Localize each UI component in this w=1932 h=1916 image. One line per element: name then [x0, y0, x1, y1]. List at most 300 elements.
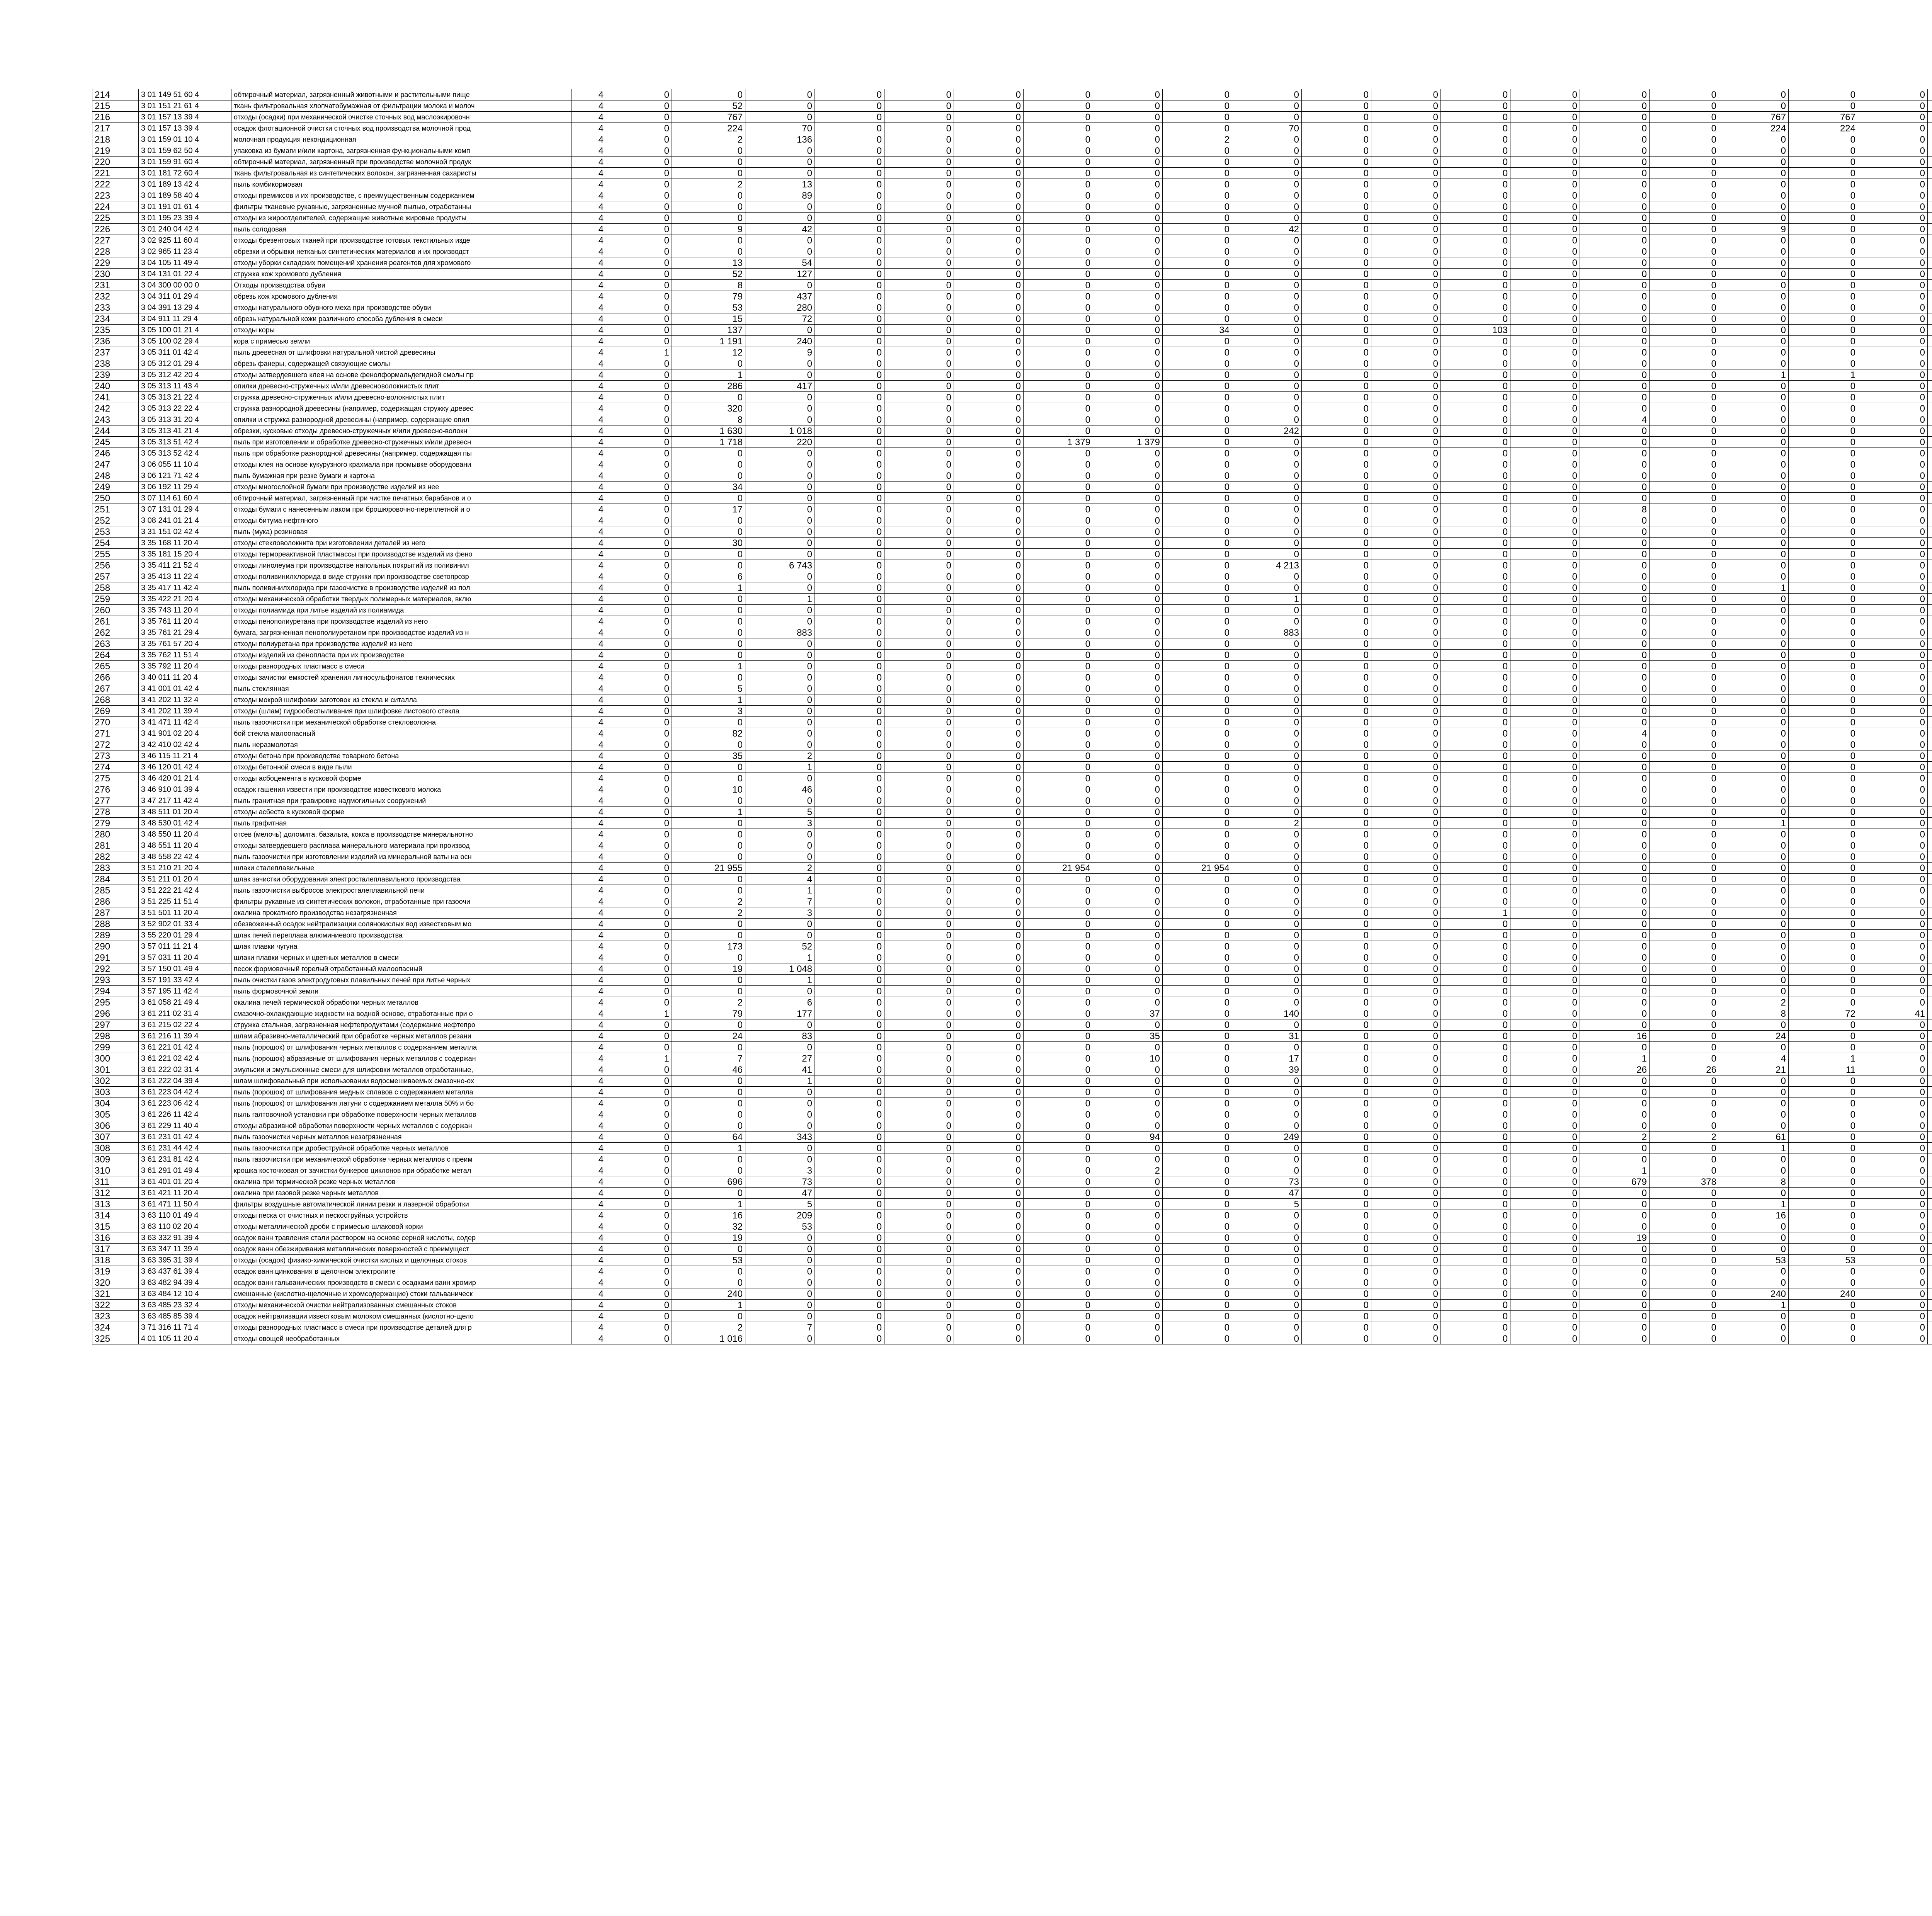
value-cell	[1928, 863, 1932, 874]
value-cell: 0	[1441, 750, 1510, 762]
value-cell: 0	[1441, 683, 1510, 694]
value-cell: 0	[954, 437, 1024, 448]
value-cell: 0	[954, 425, 1024, 437]
value-cell: 0	[1789, 504, 1858, 515]
value-cell: 0	[1093, 1176, 1163, 1188]
value-cell: 0	[1650, 1221, 1719, 1232]
value-cell: 0	[954, 919, 1024, 930]
value-cell: 0	[884, 414, 954, 425]
value-cell	[1928, 795, 1932, 807]
value-cell: 0	[884, 694, 954, 706]
value-cell: 0	[1650, 1053, 1719, 1064]
value-cell: 0	[954, 470, 1024, 482]
value-cell: 0	[1232, 605, 1302, 616]
value-cell: 0	[1580, 1098, 1650, 1109]
value-cell: 0	[1024, 134, 1093, 145]
waste-code-cell: 3 01 181 72 60 4	[139, 168, 231, 179]
table-row	[92, 437, 1932, 448]
value-cell: 1	[745, 762, 815, 773]
value-cell: 2	[672, 997, 745, 1008]
waste-name-cell: пыль газоочистки при изготовлении изделий из минеральной ваты на осн	[231, 851, 571, 863]
waste-name-cell: отходы полиуретана при производстве изделий из него	[231, 638, 571, 650]
value-cell: 4	[571, 986, 606, 997]
waste-name-cell: осадок ванн гальванических производств в смеси с осадками ванн хромир	[231, 1277, 571, 1288]
value-cell: 4	[571, 1188, 606, 1199]
value-cell: 0	[1371, 358, 1441, 369]
value-cell: 0	[745, 694, 815, 706]
value-cell: 0	[1163, 616, 1232, 627]
value-cell: 0	[1789, 482, 1858, 493]
waste-name-cell: отходы механической обработки твердых полимерных материалов, вклю	[231, 594, 571, 605]
table-row	[92, 560, 1932, 571]
value-cell: 0	[815, 594, 884, 605]
value-cell: 240	[672, 1288, 745, 1300]
value-cell: 0	[1858, 504, 1928, 515]
value-cell: 0	[1650, 627, 1719, 638]
value-cell: 0	[606, 638, 672, 650]
value-cell: 0	[606, 975, 672, 986]
value-cell: 0	[1441, 1008, 1510, 1019]
value-cell: 0	[1510, 1210, 1580, 1221]
value-cell: 0	[1232, 661, 1302, 672]
value-cell: 0	[815, 1132, 884, 1143]
waste-name-cell: пыль графитная	[231, 818, 571, 829]
value-cell: 0	[1441, 1087, 1510, 1098]
value-cell: 0	[1302, 650, 1371, 661]
value-cell: 0	[1719, 1221, 1789, 1232]
value-cell: 0	[1371, 829, 1441, 840]
table-row	[92, 190, 1932, 201]
value-cell: 0	[1580, 123, 1650, 134]
waste-code-cell: 3 61 221 02 42 4	[139, 1053, 231, 1064]
waste-code-cell: 3 04 911 11 29 4	[139, 313, 231, 325]
value-cell: 0	[1510, 1132, 1580, 1143]
value-cell: 0	[1163, 986, 1232, 997]
value-cell: 0	[606, 728, 672, 739]
value-cell: 0	[1302, 257, 1371, 269]
value-cell: 53	[672, 1255, 745, 1266]
value-cell: 0	[884, 795, 954, 807]
table-row	[92, 582, 1932, 594]
value-cell: 0	[1093, 717, 1163, 728]
value-cell: 0	[1093, 470, 1163, 482]
value-cell: 0	[815, 381, 884, 392]
value-cell: 0	[1789, 594, 1858, 605]
value-cell: 0	[672, 190, 745, 201]
waste-code-cell: 3 40 011 11 20 4	[139, 672, 231, 683]
value-cell: 0	[745, 504, 815, 515]
value-cell: 0	[884, 1143, 954, 1154]
table-row	[92, 1053, 1932, 1064]
value-cell: 0	[954, 694, 1024, 706]
value-cell: 0	[815, 369, 884, 381]
value-cell: 0	[1650, 403, 1719, 414]
value-cell: 0	[606, 257, 672, 269]
value-cell: 17	[1232, 1053, 1302, 1064]
value-cell: 0	[1858, 1019, 1928, 1031]
value-cell: 0	[1580, 1120, 1650, 1132]
value-cell: 0	[1163, 381, 1232, 392]
value-cell: 0	[1650, 616, 1719, 627]
value-cell: 0	[1302, 930, 1371, 941]
value-cell: 0	[1650, 269, 1719, 280]
value-cell: 696	[672, 1176, 745, 1188]
value-cell: 0	[1371, 459, 1441, 470]
waste-code-cell: 3 02 965 11 23 4	[139, 246, 231, 257]
value-cell: 0	[884, 403, 954, 414]
value-cell: 0	[1371, 1087, 1441, 1098]
value-cell: 0	[954, 874, 1024, 885]
value-cell: 0	[815, 919, 884, 930]
value-cell: 0	[1858, 257, 1928, 269]
value-cell: 0	[1580, 795, 1650, 807]
waste-code-cell: 3 63 110 02 20 4	[139, 1221, 231, 1232]
value-cell: 0	[884, 257, 954, 269]
row-number-cell: 262	[92, 627, 139, 638]
value-cell: 0	[606, 1221, 672, 1232]
value-cell: 0	[1232, 257, 1302, 269]
value-cell: 0	[1093, 313, 1163, 325]
waste-code-cell: 3 57 191 33 42 4	[139, 975, 231, 986]
value-cell: 0	[1858, 538, 1928, 549]
value-cell: 0	[1302, 313, 1371, 325]
waste-code-cell: 3 61 471 11 50 4	[139, 1199, 231, 1210]
row-number-cell: 281	[92, 840, 139, 851]
value-cell: 0	[1163, 1300, 1232, 1311]
table-row	[92, 89, 1932, 100]
value-cell: 0	[1302, 538, 1371, 549]
value-cell: 0	[954, 89, 1024, 100]
value-cell: 0	[1650, 829, 1719, 840]
value-cell: 0	[1024, 919, 1093, 930]
value-cell: 0	[1232, 112, 1302, 123]
value-cell: 136	[745, 134, 815, 145]
value-cell: 0	[954, 112, 1024, 123]
value-cell: 0	[1719, 1232, 1789, 1244]
row-number-cell: 218	[92, 134, 139, 145]
value-cell: 0	[954, 448, 1024, 459]
value-cell: 0	[1163, 829, 1232, 840]
value-cell: 0	[954, 269, 1024, 280]
value-cell: 0	[672, 470, 745, 482]
value-cell: 0	[1371, 874, 1441, 885]
value-cell: 4	[1580, 728, 1650, 739]
value-cell: 0	[1650, 526, 1719, 538]
value-cell: 0	[1580, 425, 1650, 437]
value-cell: 0	[954, 594, 1024, 605]
waste-name-cell: пыль при обработке разнородной древесины (например, содержащая пы	[231, 448, 571, 459]
value-cell: 0	[1858, 1165, 1928, 1176]
value-cell: 0	[672, 930, 745, 941]
value-cell: 0	[1441, 1266, 1510, 1277]
waste-code-cell: 3 01 191 01 61 4	[139, 201, 231, 213]
value-cell: 1	[745, 885, 815, 896]
value-cell: 0	[1441, 739, 1510, 750]
waste-name-cell: обрезь натуральной кожи различного способа дубления в смеси	[231, 313, 571, 325]
value-cell	[1928, 1019, 1932, 1031]
waste-name-cell: пыль газоочистки черных металлов незагрязненная	[231, 1132, 571, 1143]
value-cell: 0	[1510, 482, 1580, 493]
value-cell: 4	[571, 269, 606, 280]
value-cell: 0	[1580, 739, 1650, 750]
value-cell	[1928, 201, 1932, 213]
value-cell: 0	[1232, 470, 1302, 482]
value-cell: 0	[1858, 526, 1928, 538]
value-cell: 0	[1163, 448, 1232, 459]
value-cell: 0	[1093, 538, 1163, 549]
value-cell: 0	[884, 728, 954, 739]
value-cell: 0	[1789, 963, 1858, 975]
value-cell: 0	[1302, 448, 1371, 459]
value-cell: 0	[606, 582, 672, 594]
value-cell	[1928, 874, 1932, 885]
value-cell	[1928, 157, 1932, 168]
waste-name-cell: бой стекла малоопасный	[231, 728, 571, 739]
waste-name-cell: пыль стеклянная	[231, 683, 571, 694]
table-row	[92, 1188, 1932, 1199]
value-cell: 0	[1371, 1120, 1441, 1132]
value-cell: 0	[1858, 1120, 1928, 1132]
value-cell: 0	[1510, 795, 1580, 807]
waste-name-cell: отходы асбоцемента в кусковой форме	[231, 773, 571, 784]
value-cell: 0	[815, 885, 884, 896]
value-cell: 0	[1024, 157, 1093, 168]
value-cell: 0	[672, 213, 745, 224]
value-cell: 0	[1858, 919, 1928, 930]
row-number-cell: 259	[92, 594, 139, 605]
value-cell: 0	[1858, 157, 1928, 168]
value-cell: 0	[745, 448, 815, 459]
value-cell: 0	[1163, 717, 1232, 728]
value-cell: 2	[1650, 1132, 1719, 1143]
waste-code-cell: 3 46 910 01 39 4	[139, 784, 231, 795]
value-cell: 0	[884, 504, 954, 515]
value-cell: 0	[1858, 235, 1928, 246]
value-cell: 4	[571, 201, 606, 213]
value-cell: 0	[1302, 750, 1371, 762]
value-cell: 0	[1302, 986, 1371, 997]
value-cell: 0	[1858, 818, 1928, 829]
value-cell: 0	[1650, 538, 1719, 549]
value-cell: 0	[1650, 638, 1719, 650]
value-cell: 0	[1163, 627, 1232, 638]
waste-code-cell: 3 57 150 01 49 4	[139, 963, 231, 975]
value-cell: 0	[1858, 986, 1928, 997]
value-cell: 0	[1580, 1143, 1650, 1154]
value-cell: 0	[1580, 134, 1650, 145]
value-cell: 0	[1024, 1132, 1093, 1143]
value-cell: 0	[954, 1333, 1024, 1344]
value-cell: 6	[745, 997, 815, 1008]
value-cell: 0	[884, 1188, 954, 1199]
value-cell: 0	[1580, 1019, 1650, 1031]
value-cell: 0	[606, 829, 672, 840]
value-cell: 0	[954, 134, 1024, 145]
value-cell	[1928, 470, 1932, 482]
value-cell: 0	[815, 1109, 884, 1120]
value-cell: 0	[1580, 1333, 1650, 1344]
value-cell: 0	[815, 1008, 884, 1019]
value-cell: 0	[1024, 975, 1093, 986]
value-cell: 0	[954, 1266, 1024, 1277]
waste-name-cell: обтирочный материал, загрязненный при производстве молочной продук	[231, 157, 571, 168]
value-cell: 0	[1719, 694, 1789, 706]
value-cell	[1928, 347, 1932, 358]
table-row	[92, 392, 1932, 403]
value-cell: 0	[1580, 941, 1650, 952]
value-cell: 0	[1232, 1277, 1302, 1288]
value-cell: 0	[1650, 896, 1719, 907]
value-cell: 0	[1232, 975, 1302, 986]
value-cell: 0	[1650, 773, 1719, 784]
value-cell	[1928, 1109, 1932, 1120]
value-cell: 0	[1719, 89, 1789, 100]
value-cell: 0	[606, 538, 672, 549]
value-cell: 21 954	[1024, 863, 1093, 874]
value-cell: 70	[1232, 123, 1302, 134]
waste-code-cell: 3 52 902 01 33 4	[139, 919, 231, 930]
waste-code-cell: 3 35 422 21 20 4	[139, 594, 231, 605]
value-cell: 4	[571, 1019, 606, 1031]
value-cell: 73	[1232, 1176, 1302, 1188]
waste-code-cell: 3 04 300 00 00 0	[139, 280, 231, 291]
value-cell: 0	[1163, 1221, 1232, 1232]
value-cell: 0	[745, 840, 815, 851]
value-cell: 0	[1510, 358, 1580, 369]
value-cell: 0	[815, 694, 884, 706]
value-cell: 0	[1719, 907, 1789, 919]
value-cell: 0	[884, 863, 954, 874]
waste-name-cell: отходы коры	[231, 325, 571, 336]
value-cell: 0	[1302, 975, 1371, 986]
value-cell: 0	[1789, 134, 1858, 145]
value-cell: 0	[606, 1165, 672, 1176]
value-cell: 0	[672, 1042, 745, 1053]
value-cell: 0	[884, 448, 954, 459]
value-cell: 0	[1789, 1098, 1858, 1109]
value-cell: 0	[1510, 1087, 1580, 1098]
value-cell: 4	[571, 762, 606, 773]
value-cell: 0	[1650, 89, 1719, 100]
value-cell: 0	[1302, 336, 1371, 347]
value-cell: 0	[1093, 201, 1163, 213]
value-cell: 0	[1719, 650, 1789, 661]
waste-name-cell: пыль (порошок) от шлифования медных сплавов с содержанием металла	[231, 1087, 571, 1098]
value-cell: 0	[1024, 470, 1093, 482]
value-cell: 0	[1163, 291, 1232, 302]
value-cell: 0	[815, 1154, 884, 1165]
value-cell: 0	[884, 157, 954, 168]
value-cell: 0	[672, 157, 745, 168]
value-cell: 0	[1024, 1031, 1093, 1042]
value-cell: 0	[1789, 1188, 1858, 1199]
value-cell: 0	[1441, 358, 1510, 369]
value-cell: 0	[606, 997, 672, 1008]
value-cell: 0	[1789, 1210, 1858, 1221]
value-cell: 1	[672, 1143, 745, 1154]
value-cell: 0	[1580, 302, 1650, 313]
value-cell: 0	[1441, 1288, 1510, 1300]
waste-name-cell: отходы линолеума при производстве напольных покрытий из поливинил	[231, 560, 571, 571]
value-cell: 4	[571, 493, 606, 504]
value-cell: 0	[1510, 1098, 1580, 1109]
value-cell: 4	[571, 638, 606, 650]
value-cell: 0	[954, 235, 1024, 246]
value-cell: 0	[1371, 1266, 1441, 1277]
value-cell: 0	[1302, 1266, 1371, 1277]
value-cell: 0	[815, 1300, 884, 1311]
value-cell: 0	[884, 1266, 954, 1277]
value-cell: 0	[1510, 560, 1580, 571]
value-cell	[1928, 448, 1932, 459]
value-cell: 0	[1650, 123, 1719, 134]
value-cell: 0	[954, 358, 1024, 369]
value-cell: 0	[1232, 89, 1302, 100]
value-cell: 0	[1024, 336, 1093, 347]
value-cell: 0	[672, 795, 745, 807]
row-number-cell: 320	[92, 1277, 139, 1288]
value-cell: 0	[815, 739, 884, 750]
value-cell: 0	[884, 280, 954, 291]
value-cell: 0	[1163, 1154, 1232, 1165]
value-cell: 0	[1510, 392, 1580, 403]
value-cell: 0	[1163, 100, 1232, 112]
value-cell: 0	[1650, 381, 1719, 392]
table-row	[92, 313, 1932, 325]
value-cell: 0	[954, 100, 1024, 112]
value-cell: 4	[571, 952, 606, 963]
value-cell: 0	[606, 1098, 672, 1109]
value-cell: 0	[1371, 504, 1441, 515]
value-cell: 0	[606, 1333, 672, 1344]
table-row	[92, 661, 1932, 672]
value-cell: 0	[884, 134, 954, 145]
value-cell: 0	[1371, 1109, 1441, 1120]
waste-name-cell: отходы уборки складских помещений хранения реагентов для хромового	[231, 257, 571, 269]
value-cell: 0	[884, 1210, 954, 1221]
value-cell: 0	[815, 89, 884, 100]
table-row	[92, 201, 1932, 213]
value-cell: 0	[1024, 168, 1093, 179]
row-number-cell: 241	[92, 392, 139, 403]
waste-code-cell: 3 61 231 44 42 4	[139, 1143, 231, 1154]
table-row	[92, 381, 1932, 392]
value-cell: 0	[1441, 100, 1510, 112]
value-cell: 4	[571, 213, 606, 224]
value-cell: 0	[1302, 795, 1371, 807]
value-cell: 0	[884, 963, 954, 975]
value-cell: 0	[1580, 179, 1650, 190]
value-cell: 0	[606, 807, 672, 818]
value-cell: 0	[1580, 907, 1650, 919]
value-cell: 0	[1441, 89, 1510, 100]
value-cell: 0	[1441, 829, 1510, 840]
value-cell: 0	[954, 1031, 1024, 1042]
value-cell: 0	[1093, 1064, 1163, 1075]
value-cell: 0	[745, 829, 815, 840]
waste-code-cell: 3 61 223 04 42 4	[139, 1087, 231, 1098]
value-cell: 0	[1371, 818, 1441, 829]
value-cell	[1928, 280, 1932, 291]
value-cell: 0	[1093, 1154, 1163, 1165]
value-cell: 0	[606, 425, 672, 437]
value-cell: 0	[1510, 851, 1580, 863]
value-cell: 0	[1650, 1087, 1719, 1098]
value-cell: 0	[1302, 1120, 1371, 1132]
value-cell: 0	[1580, 1210, 1650, 1221]
value-cell: 0	[954, 807, 1024, 818]
value-cell: 0	[1858, 1277, 1928, 1288]
